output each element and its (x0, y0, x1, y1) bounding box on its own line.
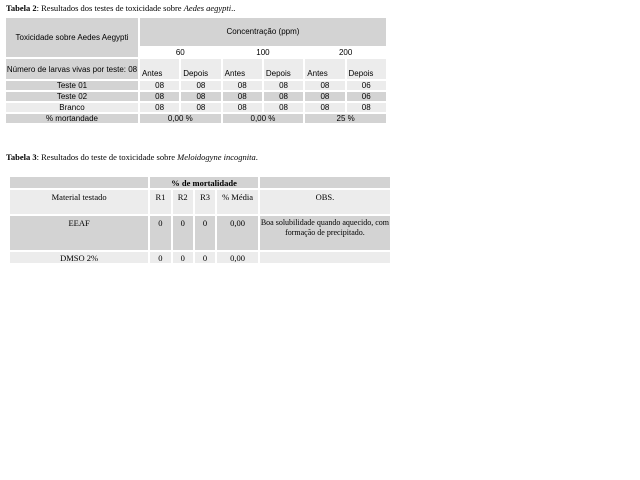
table3 (8, 175, 392, 265)
table3-caption-label: Tabela 3 (6, 152, 37, 162)
cell-value: 08 (305, 92, 344, 101)
table-row (10, 252, 390, 263)
table-row (6, 103, 386, 112)
obs-header: OBS. (260, 190, 390, 214)
obs-cell (260, 252, 390, 263)
mortalidade-200: 25 % (305, 114, 386, 123)
mortalidade-label: % mortandade (6, 114, 138, 123)
cell-value: 08 (223, 103, 262, 112)
larvas-header: Número de larvas vivas por teste: 08 (6, 59, 138, 79)
table3-caption-end: . (255, 152, 258, 162)
mortalidade-100: 0,00 % (223, 114, 304, 123)
row-label: Teste 02 (6, 92, 138, 101)
media-cell: 0,00 (217, 216, 258, 250)
cell-value: 08 (305, 81, 344, 90)
concentration-200: 200 (305, 48, 386, 57)
material-cell: DMSO 2% (10, 252, 148, 263)
cell-value: 08 (264, 103, 303, 112)
blank-header (10, 177, 148, 188)
obs-cell: Boa solubilidade quando aquecido, com formação de precipitado. (260, 216, 390, 250)
cell-value: 08 (181, 81, 220, 90)
cell-value: 08 (264, 81, 303, 90)
table2-caption-species: Aedes aegypti (183, 3, 232, 13)
table-row (6, 81, 386, 90)
mortalidade-60: 0,00 % (140, 114, 221, 123)
r2-header: R2 (173, 190, 193, 214)
table2-caption-end: .. (231, 3, 236, 13)
cell-value: 08 (347, 103, 386, 112)
blank-header (260, 177, 390, 188)
table3-caption (6, 152, 258, 162)
row-label: Branco (6, 103, 138, 112)
r3-header: R3 (195, 190, 215, 214)
cell-value: 08 (264, 92, 303, 101)
concentracao-header: Concentração (ppm) (140, 18, 386, 46)
cell-value: 08 (181, 103, 220, 112)
table2 (4, 16, 388, 125)
cell-value: 08 (305, 103, 344, 112)
depois-200: Depois (347, 59, 386, 79)
table3-caption-text: : Resultados do teste de toxicidade sobre (36, 152, 178, 162)
mortalidade-header: % de mortalidade (150, 177, 258, 188)
material-header: Material testado (10, 190, 148, 214)
cell-value: 06 (347, 92, 386, 101)
table-row (10, 216, 390, 250)
cell-value: 08 (140, 92, 179, 101)
depois-60: Depois (181, 59, 220, 79)
cell-value: 08 (181, 92, 220, 101)
r1-header: R1 (150, 190, 170, 214)
r2-cell: 0 (173, 252, 193, 263)
concentration-100: 100 (223, 48, 304, 57)
media-cell: 0,00 (217, 252, 258, 263)
antes-100: Antes (223, 59, 262, 79)
table3-caption-species: Meloidogyne incognita (177, 152, 256, 162)
cell-value: 08 (223, 81, 262, 90)
cell-value: 08 (223, 92, 262, 101)
cell-value: 08 (140, 81, 179, 90)
antes-200: Antes (305, 59, 344, 79)
r3-cell: 0 (195, 252, 215, 263)
concentration-60: 60 (140, 48, 221, 57)
cell-value: 08 (140, 103, 179, 112)
r2-cell: 0 (173, 216, 193, 250)
table-row (6, 114, 386, 123)
toxicidade-header: Toxicidade sobre Aedes Aegypti (6, 18, 138, 57)
table2-caption-label: Tabela 2 (6, 3, 37, 13)
table2-caption (6, 3, 235, 13)
table2-caption-text: : Resultados dos testes de toxicidade sobre (36, 3, 184, 13)
material-cell: EEAF (10, 216, 148, 250)
r1-cell: 0 (150, 216, 170, 250)
row-label: Teste 01 (6, 81, 138, 90)
r3-cell: 0 (195, 216, 215, 250)
depois-100: Depois (264, 59, 303, 79)
table-row (6, 92, 386, 101)
r1-cell: 0 (150, 252, 170, 263)
media-header: % Média (217, 190, 258, 214)
antes-60: Antes (140, 59, 179, 79)
cell-value: 06 (347, 81, 386, 90)
